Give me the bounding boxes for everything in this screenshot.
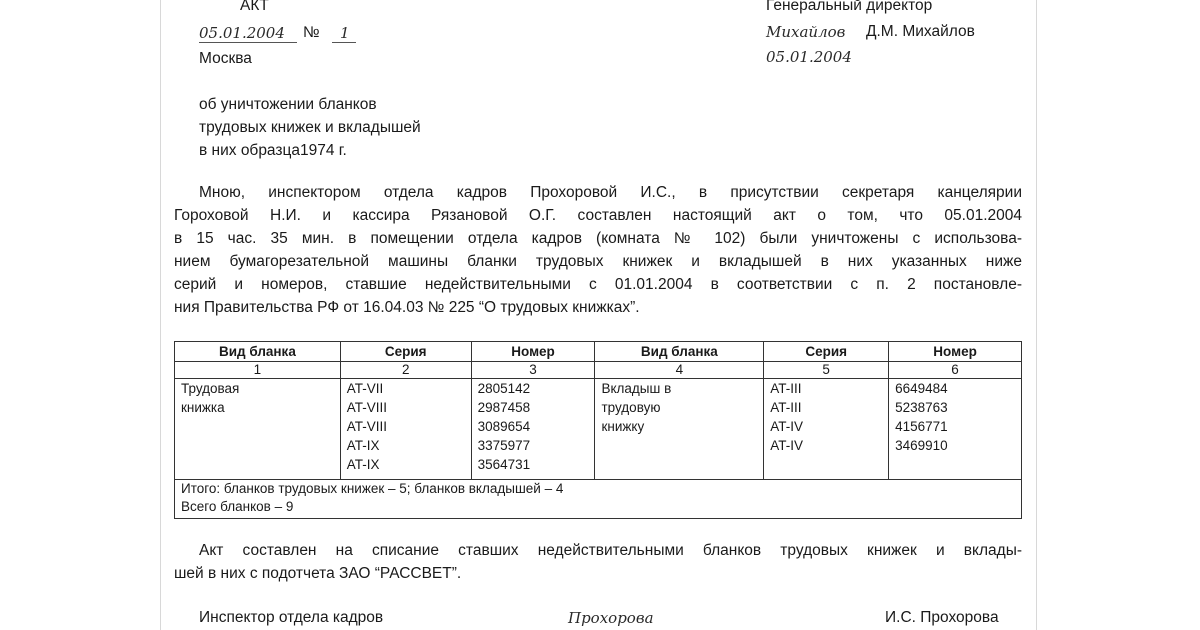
header-cell: Серия xyxy=(340,342,471,362)
body-line: в 15 час. 35 мин. в помещении отдела кадров (комната № 102) были уничтожены с использова- xyxy=(174,230,1022,247)
cell-text: AT-III xyxy=(770,381,802,396)
column-number: 6 xyxy=(889,362,1022,379)
table-row xyxy=(175,379,1022,480)
cell-text: 3375977 xyxy=(477,438,531,453)
left-margin xyxy=(0,0,160,630)
left-series-cell xyxy=(340,379,471,480)
page-edge-right xyxy=(1036,0,1037,630)
totals-cell xyxy=(175,480,1022,519)
column-number: 1 xyxy=(175,362,341,379)
conclusion-paragraph xyxy=(174,539,1022,585)
cell-text: AT-IV xyxy=(770,438,804,453)
header-cell: Вид бланка xyxy=(175,342,341,362)
city: Москва xyxy=(199,50,252,67)
body-line: нием бумагорезательной машины бланки трудовых книжек и вкладышей в них указанных ниже xyxy=(174,253,1022,270)
signoff-position: Инспектор отдела кадров xyxy=(199,609,384,626)
column-number: 5 xyxy=(764,362,889,379)
subject-line-1: об уничтожении бланков xyxy=(199,96,377,113)
total-line: Итого: бланков трудовых книжек – 5; бланков вкладышей – 4 xyxy=(181,481,564,496)
table-header-row xyxy=(175,342,1022,362)
director-name: Д.М. Михайлов xyxy=(866,23,975,40)
cell-text: 4156771 xyxy=(895,419,948,434)
column-number: 2 xyxy=(340,362,471,379)
page-edge-left xyxy=(160,0,161,630)
right-series-cell xyxy=(764,379,889,480)
conclusion-line: Акт составлен на списание ставших недействительными бланков трудовых книжек и вклады- xyxy=(199,542,1022,559)
act-number: 1 xyxy=(340,24,350,42)
header-cell: Вид бланка xyxy=(595,342,764,362)
approval-date: 05.01.2004 xyxy=(766,48,852,66)
date-underline xyxy=(199,42,297,43)
cell-text: AT-III xyxy=(770,400,802,415)
header-cell: Серия xyxy=(764,342,889,362)
conclusion-line: шей в них с подотчета ЗАО “РАССВЕТ”. xyxy=(174,565,462,582)
cell-text: AT-VIII xyxy=(346,400,388,415)
column-number: 4 xyxy=(595,362,764,379)
cell-text: книжку xyxy=(601,419,645,434)
cell-text: книжка xyxy=(181,400,225,415)
director-signature: Михайлов xyxy=(766,23,846,41)
cell-text: 5238763 xyxy=(895,400,948,415)
cell-text: AT-VIII xyxy=(346,419,388,434)
header-cell: Номер xyxy=(471,342,595,362)
subject-line-3: в них образца1974 г. xyxy=(199,142,347,159)
cell-text: AT-IX xyxy=(346,457,380,472)
body-line: ния Правительства РФ от 16.04.03 № 225 “О трудовых книжках”. xyxy=(174,299,640,316)
body-line: Мною, инспектором отдела кадров Прохоровой И.С., в присутствии секретаря канцелярии xyxy=(199,184,1022,201)
cell-text: Вкладыш в xyxy=(601,381,672,396)
right-type-cell xyxy=(595,379,764,480)
cell-text: 2805142 xyxy=(477,381,531,396)
header-cell: Номер xyxy=(889,342,1022,362)
doc-title: АКТ xyxy=(240,0,269,14)
column-number: 3 xyxy=(471,362,595,379)
cell-text: трудовую xyxy=(601,400,661,415)
body-line: серий и номеров, ставшие недействительными с 01.01.2004 в соответствии с п. 2 постановле- xyxy=(174,276,1022,293)
grand-total-line: Всего бланков – 9 xyxy=(181,499,294,514)
left-type-cell xyxy=(175,379,341,480)
body-line: Гороховой Н.И. и кассира Рязановой О.Г. составлен настоящий акт о том, что 05.01.2004 xyxy=(174,207,1022,224)
cell-text: Трудовая xyxy=(181,381,240,396)
cell-text: AT-IX xyxy=(346,438,380,453)
signoff-name: И.С. Прохорова xyxy=(885,609,999,626)
cell-text: 3469910 xyxy=(895,438,948,453)
totals-row xyxy=(175,480,1022,519)
column-number-row xyxy=(175,362,1022,379)
forms-table xyxy=(174,341,1022,519)
signoff-signature: Прохорова xyxy=(568,609,654,627)
cell-text: 6649484 xyxy=(895,381,948,396)
subject-line-2: трудовых книжек и вкладышей xyxy=(199,119,421,136)
right-number-cell xyxy=(889,379,1022,480)
cell-text: AT-VII xyxy=(346,381,384,396)
cell-text: 3089654 xyxy=(477,419,531,434)
body-paragraph xyxy=(174,181,1022,319)
number-label: № xyxy=(303,24,320,41)
left-number-cell xyxy=(471,379,595,480)
act-date: 05.01.2004 xyxy=(199,24,285,42)
cell-text: 2987458 xyxy=(477,400,531,415)
cell-text: 3564731 xyxy=(477,457,531,472)
number-underline xyxy=(332,42,356,43)
right-margin xyxy=(1036,0,1200,630)
approval-title: Генеральный директор xyxy=(766,0,933,14)
cell-text: AT-IV xyxy=(770,419,804,434)
